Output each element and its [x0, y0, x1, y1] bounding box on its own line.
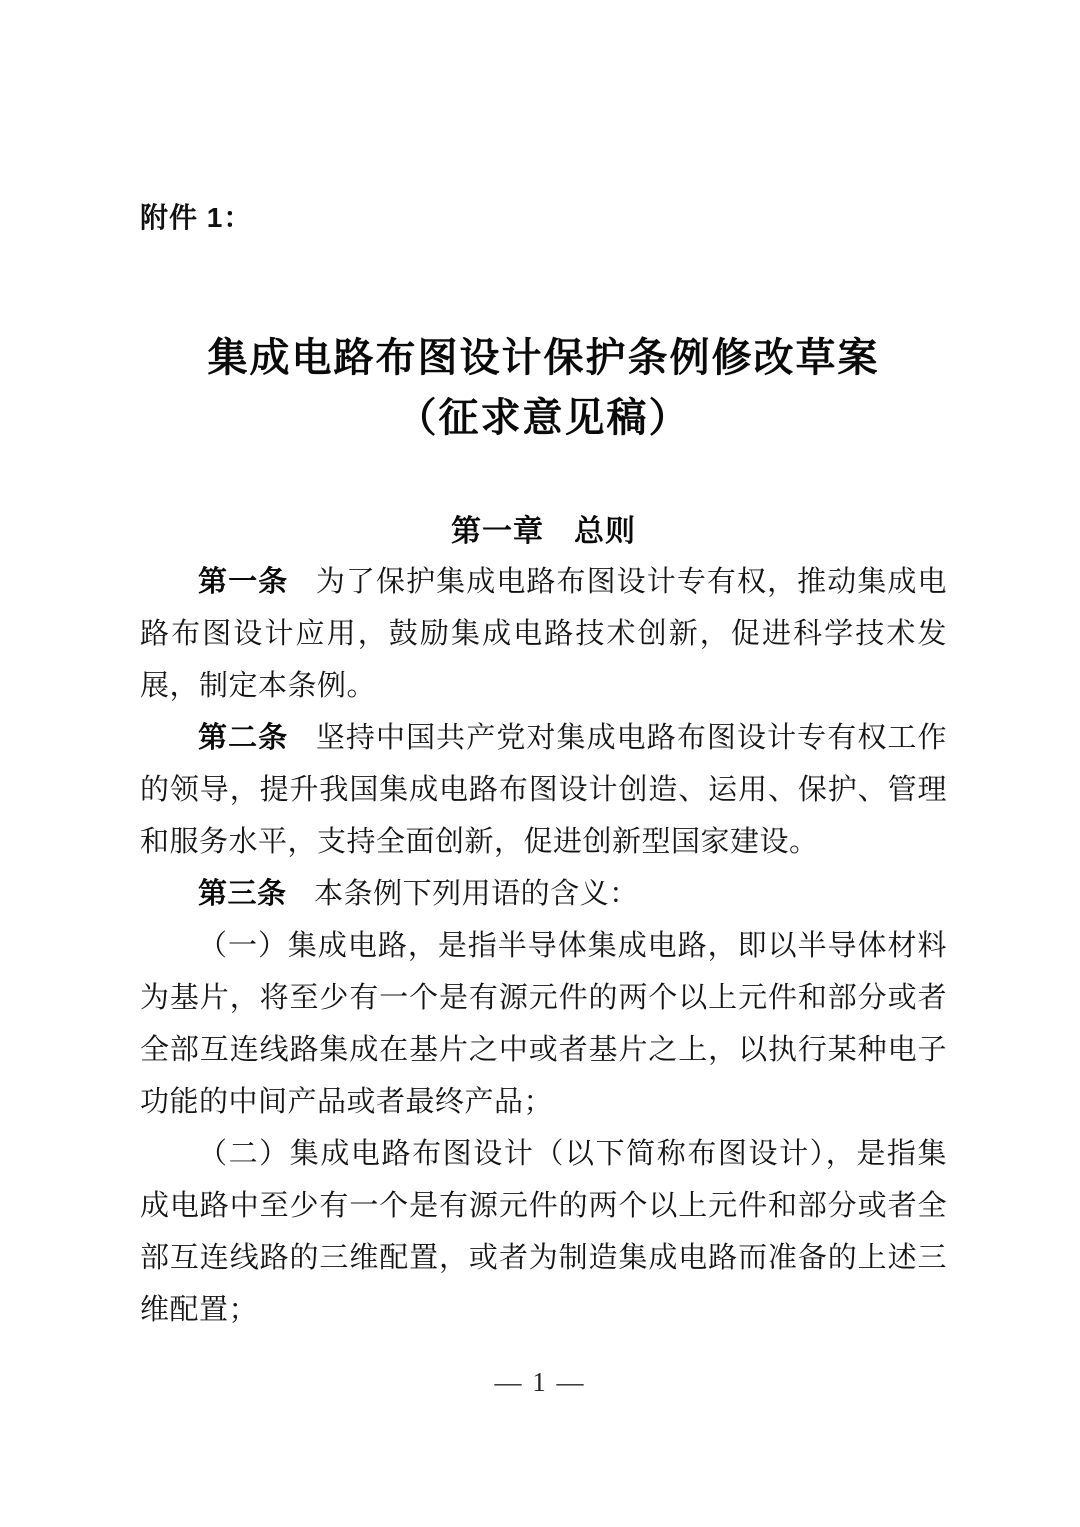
- article-number: 第三条: [198, 878, 287, 910]
- page-number: — 1 —: [494, 1367, 586, 1397]
- paragraph: [140, 556, 947, 712]
- paragraph: [140, 920, 947, 1128]
- paragraph: [140, 1128, 947, 1336]
- paragraph-text: （二）集成电路布图设计（以下简称布图设计），是指集成电路中至少有一个是有源元件的两个以上元件和部分或者全部互连线路的三维配置，或者为制造集成电路而准备的上述三维配置；: [140, 1138, 947, 1326]
- document-body: [140, 556, 947, 1336]
- document-title: [140, 328, 947, 448]
- chapter-title: 总则: [574, 515, 636, 548]
- paragraph-text: 坚持中国共产党对集成电路布图设计专有权工作的领导，提升我国集成电路布图设计创造、运用、保护、管理和服务水平，支持全面创新，促进创新型国家建设。: [140, 722, 947, 858]
- page-footer: [0, 1362, 1080, 1402]
- article-number: 第二条: [198, 722, 289, 754]
- chapter-number: 第一章: [451, 515, 544, 548]
- title-line-2: （征求意见稿）: [396, 395, 691, 440]
- paragraph-text: 本条例下列用语的含义：: [314, 878, 639, 910]
- paragraph: [140, 868, 947, 920]
- paragraph-text: （一）集成电路，是指半导体集成电路，即以半导体材料为基片，将至少有一个是有源元件的两个以上元件和部分或者全部互连线路集成在基片之中或者基片之上，以执行某种电子功能的中间产品或者最终产品；: [140, 930, 947, 1118]
- paragraph: [140, 712, 947, 868]
- article-number: 第一条: [198, 566, 289, 598]
- title-line-1: 集成电路布图设计保护条例修改草案: [207, 335, 880, 380]
- attachment-label: 附件 1：: [140, 202, 253, 233]
- chapter-heading: [140, 510, 947, 554]
- paragraph-text: 为了保护集成电路布图设计专有权，推动集成电路布图设计应用，鼓励集成电路技术创新，促进科学技术发展，制定本条例。: [140, 566, 947, 702]
